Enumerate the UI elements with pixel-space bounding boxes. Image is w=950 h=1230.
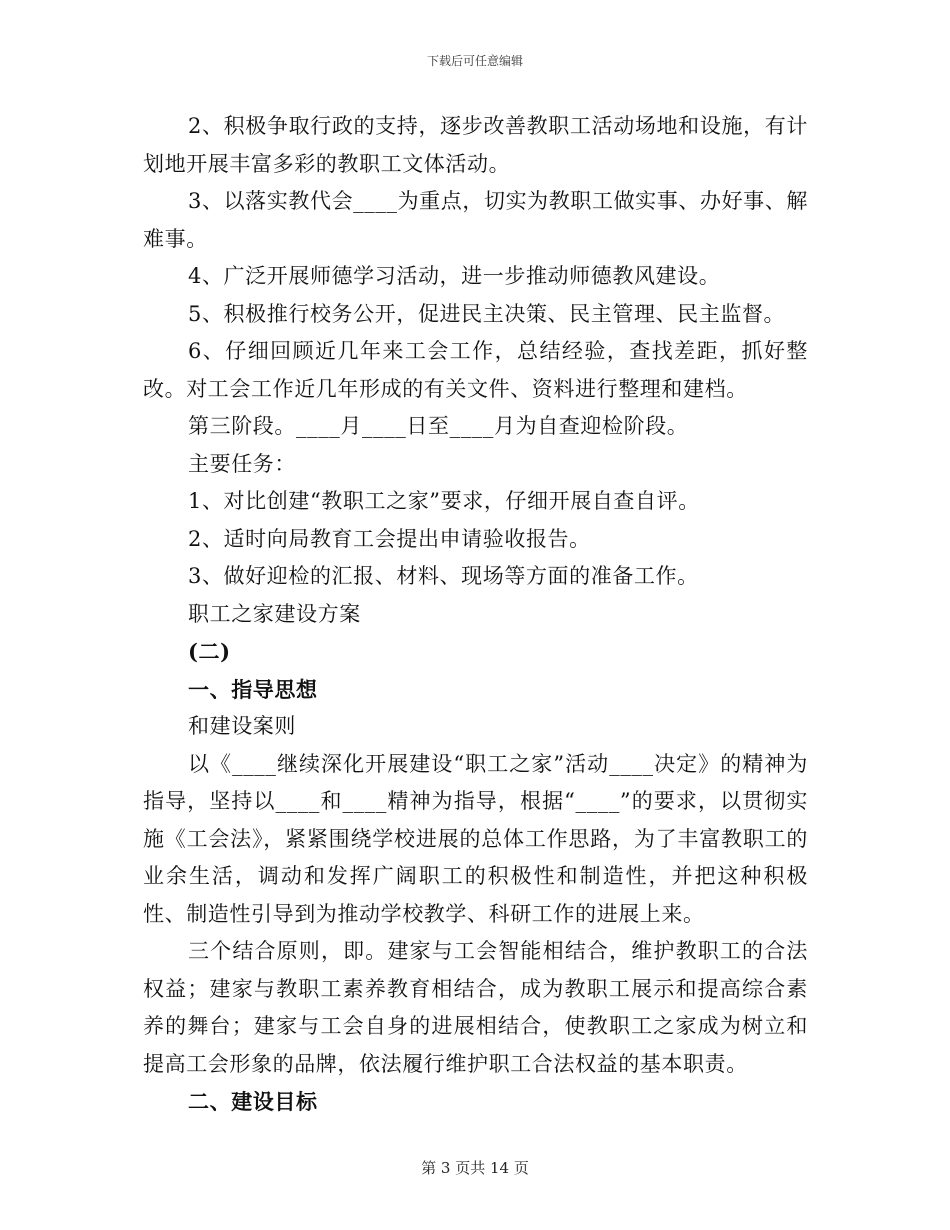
- body-paragraph: 3、做好迎检的汇报、材料、现场等方面的准备工作。: [188, 564, 699, 588]
- body-paragraph: 2、积极争取行政的支持，逐步改善教职工活动场地和设施，有计划地开展丰富多彩的教职工文体活动。: [143, 114, 808, 176]
- body-paragraph: 第三阶段。____月____日至____月为自查迎检阶段。: [188, 414, 689, 438]
- body-paragraph: 2、适时向局教育工会提出申请验收报告。: [188, 526, 591, 551]
- body-paragraph: 和建设案则: [188, 714, 296, 738]
- body-paragraph: 4、广泛开展师德学习活动，进一步推动师德教风建设。: [188, 264, 721, 288]
- body-paragraph: 5、积极推行校务公开，促进民主决策、民主管理、民主监督。: [188, 301, 786, 326]
- body-paragraph: 以《____继续深化开展建设“职工之家”活动____决定》的精神为指导，坚持以____和____精神为指导，根据“____”的要求，以贯彻实施《工会法》，紧紧围绕学校进展的总体工作思路，为了丰富教职工的业余生活，调动和发挥广阔职工的积极性和制造性，并把这种积极性、制造性引导到为推动学校教学、科研工作的进展上来。: [143, 751, 808, 926]
- section-heading: 一、指导思想: [188, 676, 318, 702]
- page-footer: 第 3 页共 14 页: [421, 1159, 529, 1177]
- body-paragraph: 6、仔细回顾近几年来工会工作，总结经验，查找差距，抓好整改。对工会工作近几年形成的有关文件、资料进行整理和建档。: [143, 339, 808, 401]
- body-paragraph: 三个结合原则，即。建家与工会智能相结合，维护教职工的合法权益；建家与教职工素养教育相结合，成为教职工展示和提高综合素养的舞台；建家与工会自身的进展相结合，使教职工之家成为树立和提高工会形象的品牌，依法履行维护职工合法权益的基本职责。: [143, 939, 808, 1076]
- body-paragraph: 3、以落实教代会____为重点，切实为教职工做实事、办好事、解难事。: [143, 189, 808, 251]
- section-heading: (二): [188, 639, 231, 664]
- body-paragraph: 1、对比创建“教职工之家”要求，仔细开展自查自评。: [188, 489, 700, 513]
- body-paragraph: 职工之家建设方案: [188, 601, 361, 626]
- section-heading: 二、建设目标: [188, 1089, 318, 1114]
- body-paragraph: 主要任务：: [188, 451, 296, 476]
- document-body: [143, 108, 808, 1121]
- page-header: 下载后可任意编辑: [426, 54, 523, 68]
